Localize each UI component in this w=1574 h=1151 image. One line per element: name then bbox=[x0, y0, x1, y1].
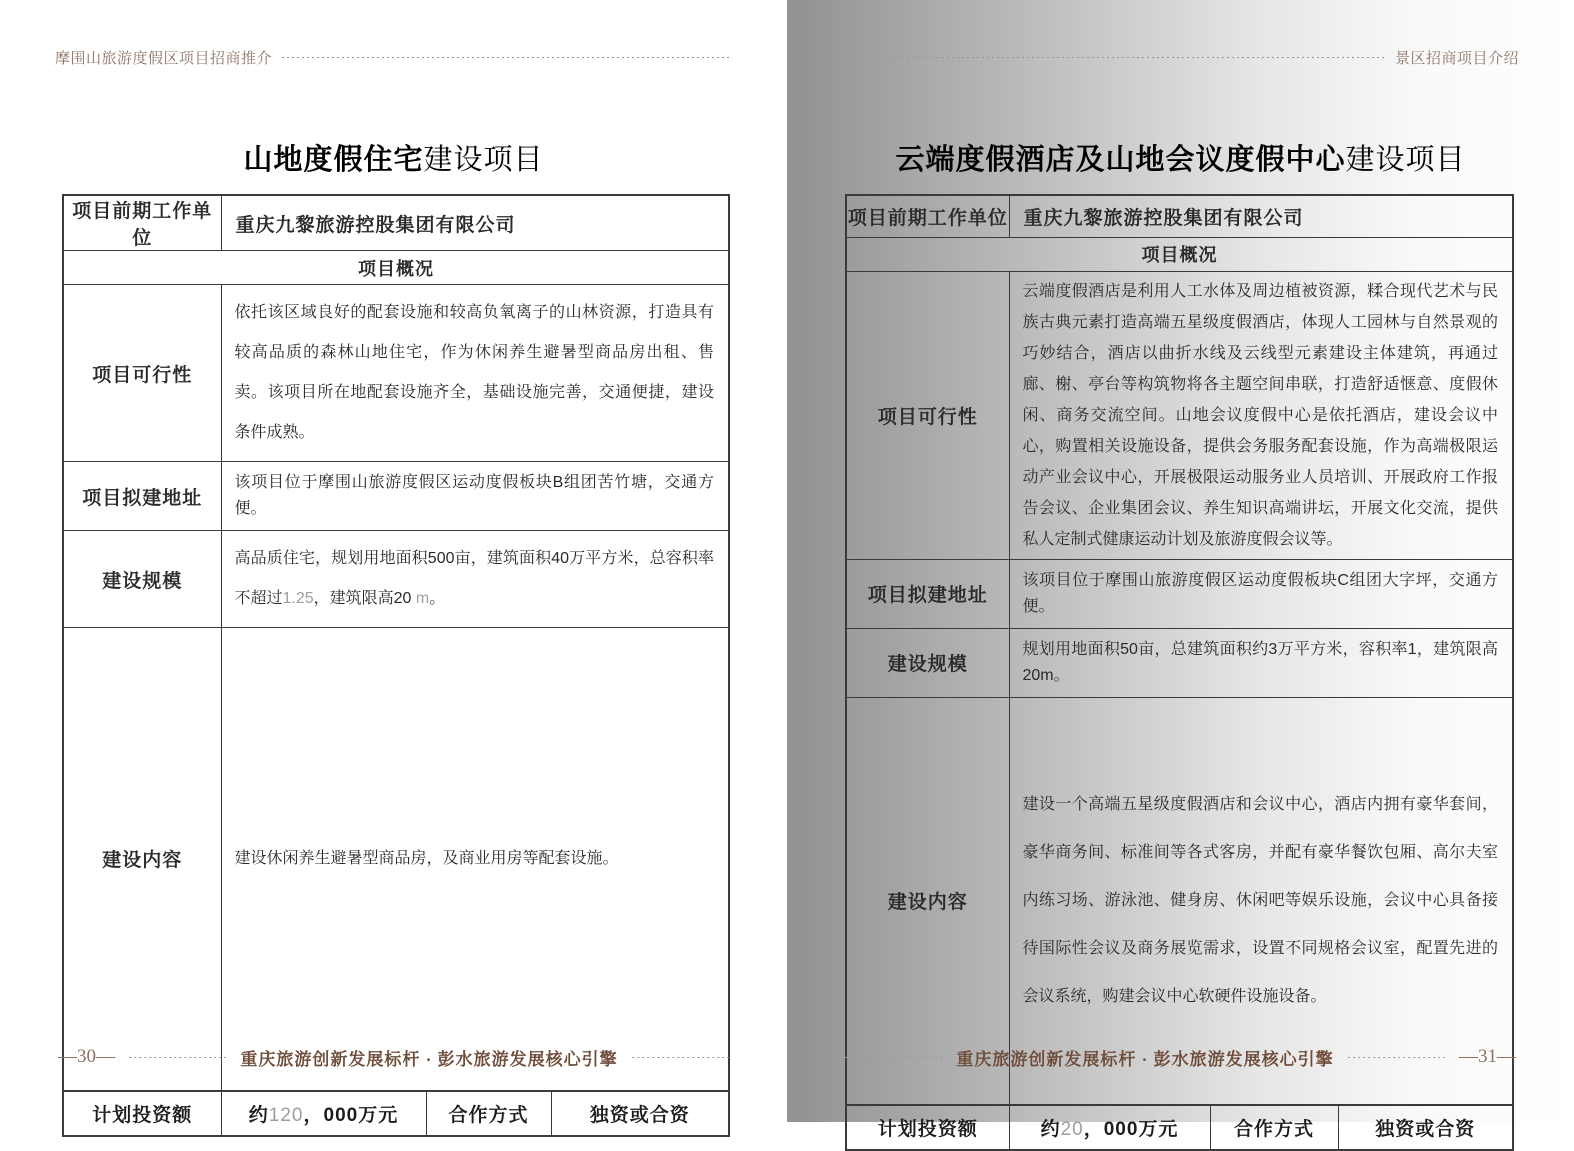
coop-value-cell: 独资或合资 bbox=[551, 1091, 729, 1136]
address-label-cell: 项目拟建地址 bbox=[63, 462, 221, 531]
scale-value-cell: 规划用地面积50亩，总建筑面积约3万平方米，容积率1，建筑限高20m。 bbox=[1009, 628, 1513, 697]
left-page-title bbox=[0, 134, 787, 180]
left-running-header bbox=[55, 46, 732, 68]
left-header-text: 摩围山旅游度假区项目招商推介 bbox=[55, 49, 273, 67]
right-page-title bbox=[787, 134, 1574, 180]
unit-label-cell: 项目前期工作单位 bbox=[846, 195, 1009, 237]
content-value-cell: 建设一个高端五星级度假酒店和会议中心，酒店内拥有豪华套间，豪华商务间、标准间等各式客房，并配有豪华餐饮包厢、高尔夫室内练习场、游泳池、健身房、休闲吧等娱乐设施，会议中心具备接待国际性会议及商务展览需求，设置不同规格会议室，配置先进的会议系统，购建会议中心软硬件设施设备。 bbox=[1009, 697, 1513, 1105]
content-label-cell: 建设内容 bbox=[63, 628, 221, 1091]
footer-slogan: 重庆旅游创新发展标杆 · 彭水旅游发展核心引擎 bbox=[956, 1049, 1334, 1069]
invest-amount-number: 120 bbox=[268, 1104, 304, 1126]
table-row bbox=[63, 628, 729, 1091]
table-row bbox=[63, 195, 729, 251]
feasibility-value-cell: 云端度假酒店是利用人工水体及周边植被资源，糅合现代艺术与民族古典元素打造高端五星级度假酒店，体现人工园林与自然景观的巧妙结合，酒店以曲折水线及云线型元素建设主体建筑，再通过廊、榭、亭台等构筑物将各主题空间串联，打造舒适惬意、度假休闲、商务交流空间。山地会议度假中心是依托酒店，建设会议中心，购置相关设施设备，提供会务服务配套设施，作为高端极限运动产业会议中心，开展极限运动服务业人员培训、开展政府工作报告会议、企业集团会议、养生知识高端讲坛，开展文化交流，提供私人定制式健康运动计划及旅游度假会议等。 bbox=[1009, 271, 1513, 559]
scale-text: 。 bbox=[429, 590, 446, 607]
invest-label-cell: 计划投资额 bbox=[846, 1105, 1009, 1150]
scale-label-cell: 建设规模 bbox=[846, 628, 1009, 697]
table-row-investment bbox=[846, 1105, 1513, 1150]
table-row bbox=[63, 462, 729, 531]
table-row bbox=[846, 559, 1513, 628]
scale-text: 高品质住宅，规划用地面积500亩，建筑面积40万平方米，总容积率不超过 bbox=[234, 550, 715, 607]
overview-header-cell: 项目概况 bbox=[63, 251, 729, 285]
right-running-header bbox=[842, 46, 1519, 68]
address-value-cell: 该项目位于摩围山旅游度假区运动度假板块B组团苦竹塘，交通方便。 bbox=[221, 462, 729, 531]
address-label-cell: 项目拟建地址 bbox=[846, 559, 1009, 628]
unit-label-cell: 项目前期工作单位 bbox=[63, 195, 221, 251]
feasibility-label-cell: 项目可行性 bbox=[846, 271, 1009, 559]
coop-label-cell: 合作方式 bbox=[1210, 1105, 1338, 1150]
table-row bbox=[846, 271, 1513, 559]
address-value-cell: 该项目位于摩围山旅游度假区运动度假板块C组团大字坪，交通方便。 bbox=[1009, 559, 1513, 628]
content-value-cell: 建设休闲养生避暑型商品房，及商业用房等配套设施。 bbox=[221, 628, 729, 1091]
table-row bbox=[63, 285, 729, 462]
scale-value-cell bbox=[221, 531, 729, 628]
feasibility-label-cell: 项目可行性 bbox=[63, 285, 221, 462]
overview-header-cell: 项目概况 bbox=[846, 237, 1513, 271]
invest-value-cell bbox=[221, 1091, 426, 1136]
page-right bbox=[787, 0, 1574, 1140]
right-title-rest: 建设项目 bbox=[1345, 143, 1466, 176]
left-title-emphasis: 山地度假住宅 bbox=[243, 143, 424, 176]
invest-amount-number: 20 bbox=[1060, 1119, 1084, 1140]
table-row bbox=[63, 531, 729, 628]
left-title-rest: 建设项目 bbox=[423, 143, 544, 176]
coop-label-cell: 合作方式 bbox=[426, 1091, 551, 1136]
scale-text: ，建筑限高20 bbox=[313, 590, 412, 607]
scale-light-unit: m bbox=[411, 590, 430, 607]
footer-dotted-rule bbox=[632, 1057, 729, 1058]
right-footer bbox=[845, 1043, 1516, 1071]
content-label-cell: 建设内容 bbox=[846, 697, 1009, 1105]
right-header-text: 景区招商项目介绍 bbox=[1394, 49, 1519, 67]
footer-dotted-rule bbox=[1348, 1057, 1445, 1058]
table-row bbox=[846, 628, 1513, 697]
coop-value-cell: 独资或合资 bbox=[1338, 1105, 1513, 1150]
invest-prefix: 约 bbox=[1040, 1119, 1061, 1140]
right-title-emphasis: 云端度假酒店及山地会议度假中心 bbox=[895, 143, 1346, 176]
left-footer bbox=[58, 1043, 729, 1071]
feasibility-value-cell: 依托该区域良好的配套设施和较高负氧离子的山林资源，打造具有较高品质的森林山地住宅，作为休闲养生避暑型商品房出租、售卖。该项目所在地配套设施齐全，基础设施完善，交通便捷，建设条件成熟。 bbox=[221, 285, 729, 462]
right-project-table bbox=[845, 194, 1517, 1151]
invest-value-cell bbox=[1009, 1105, 1210, 1150]
footer-dotted-rule bbox=[845, 1057, 942, 1058]
header-dotted-rule bbox=[282, 57, 732, 58]
invest-prefix: 约 bbox=[248, 1104, 269, 1126]
table-row bbox=[846, 237, 1513, 271]
invest-suffix: ，000万元 bbox=[1083, 1119, 1179, 1140]
scale-label-cell: 建设规模 bbox=[63, 531, 221, 628]
unit-value-cell: 重庆九黎旅游控股集团有限公司 bbox=[1009, 195, 1513, 237]
unit-value-cell: 重庆九黎旅游控股集团有限公司 bbox=[221, 195, 729, 251]
table-row-investment bbox=[63, 1091, 729, 1136]
footer-slogan: 重庆旅游创新发展标杆 · 彭水旅游发展核心引擎 bbox=[240, 1049, 618, 1069]
table-row bbox=[846, 195, 1513, 237]
header-dotted-rule bbox=[842, 57, 1385, 58]
invest-label-cell: 计划投资额 bbox=[63, 1091, 221, 1136]
page-left bbox=[0, 0, 787, 1126]
right-page-number: —31— bbox=[1459, 1046, 1517, 1067]
left-page-number: —30— bbox=[58, 1046, 115, 1067]
footer-dotted-rule bbox=[129, 1057, 226, 1058]
left-project-table bbox=[62, 194, 730, 1137]
table-row bbox=[63, 251, 729, 285]
scale-light-number: 1.25 bbox=[282, 590, 314, 607]
invest-suffix: ，000万元 bbox=[303, 1104, 399, 1126]
